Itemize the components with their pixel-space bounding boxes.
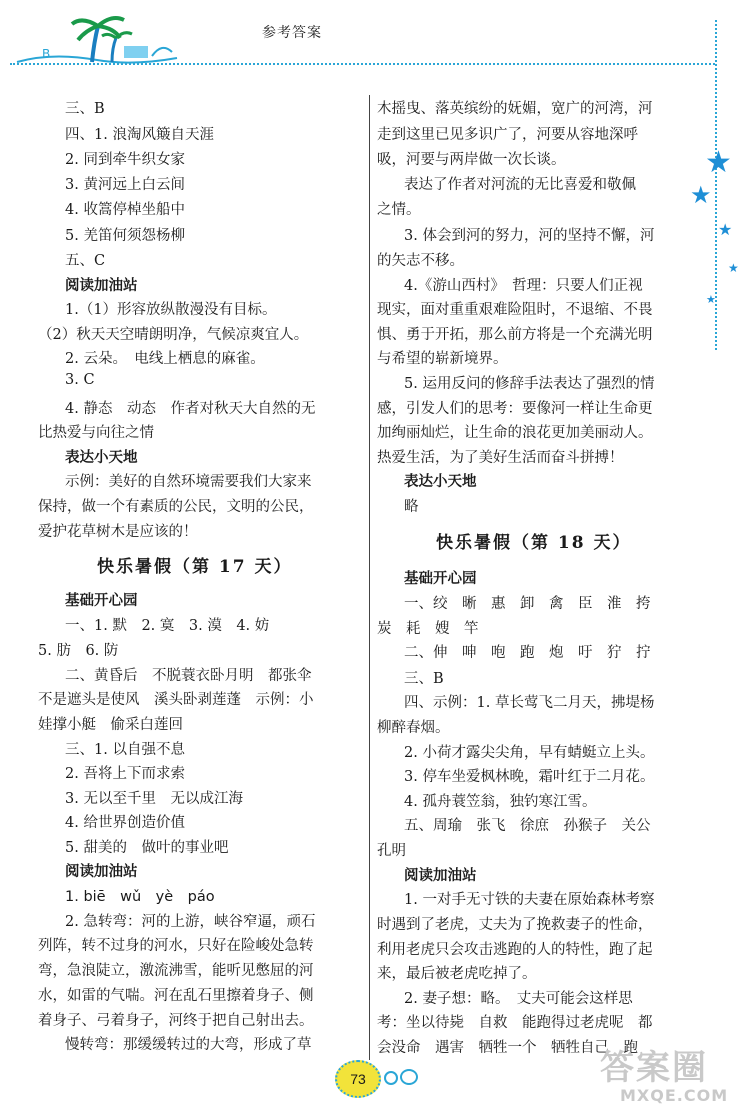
answer-line: 水，如雷的气喘。河在乱石里擦着身子、侧	[38, 988, 314, 1004]
answer-line: 孔明	[377, 843, 406, 859]
answer-line: 3. 体会到河的努力，河的坚持不懈，河	[404, 228, 655, 244]
answer-line: 吸，河要与两岸做一次长谈。	[377, 152, 566, 168]
answer-line: 利用老虎只会攻击逃跑的人的特性，跑了起	[377, 942, 653, 958]
answer-line: 比热爱与向往之情	[38, 425, 154, 441]
star-icon: ★	[705, 145, 732, 180]
answer-line: 表达了作者对河流的无比喜爱和敬佩	[404, 177, 636, 193]
bubble-icon	[400, 1069, 418, 1085]
answer-line: 保持，做一个有素质的公民，文明的公民，	[38, 499, 314, 515]
answer-line: 弯，急浪陡立，激流沸雪，能听见憋屈的河	[38, 963, 314, 979]
answer-line: 3. C	[65, 372, 95, 388]
answer-line: 4. 静态 动态 作者对秋天大自然的无	[65, 401, 316, 417]
subsection-label: 基础开心园	[404, 570, 477, 587]
answer-line: 略	[404, 499, 419, 515]
star-icon: ★	[690, 181, 712, 209]
answer-line: 5. 羌笛何须怨杨柳	[65, 228, 185, 244]
answer-line: 热爱生活，为了美好生活而奋斗拼搏！	[377, 450, 624, 466]
answer-line: 4.《游山西村》 哲理：只要人们正视	[404, 278, 643, 294]
answer-line: 柳醉春烟。	[377, 720, 450, 736]
answer-line: 5. 甜美的 做叶的事业吧	[65, 840, 229, 856]
answer-line: 5. 肪 6. 防	[38, 643, 119, 659]
answer-line: 来，最后被老虎吃掉了。	[377, 966, 537, 982]
header-title: 参考答案	[262, 25, 322, 41]
answer-line: 1. 一对手无寸铁的夫妻在原始森林考察	[404, 892, 655, 908]
answer-line: 1. biē wǔ yè páo	[65, 889, 215, 905]
star-icon: ★	[718, 220, 733, 239]
answer-line: 一、绞 晰 惠 卸 禽 臣 淮 挎	[404, 596, 651, 612]
answer-line: 2. 急转弯：河的上游，峡谷窄逼，顽石	[65, 914, 316, 930]
answer-line: 会没命 遇害 牺牲一个 牺牲自己 跑	[377, 1040, 638, 1056]
answer-line: 2. 吾将上下而求索	[65, 766, 185, 782]
answer-line: 4. 给世界创造价值	[65, 815, 185, 831]
answer-line: 四、示例：1. 草长莺飞二月天，拂堤杨	[404, 695, 655, 711]
answer-line: 时遇到了老虎，丈夫为了挽救妻子的性命，	[377, 917, 653, 933]
star-icon: ★	[706, 293, 716, 306]
answer-line: 示例：美好的自然环境需要我们大家来	[65, 474, 312, 490]
answer-line: 2. 同到牵牛织女家	[65, 152, 185, 168]
answer-line: 走到这里已见多识广了，河要从容地深呼	[377, 127, 638, 143]
answer-line: 与希望的崭新境界。	[377, 351, 508, 367]
watermark: 答案圈 MXQE.COM	[600, 1048, 729, 1105]
answer-line: 二、伸 呻 咆 跑 炮 吁 狞 拧	[404, 645, 651, 661]
answer-line: 五、周瑜 张飞 徐庶 孙猴子 关公	[404, 818, 651, 834]
answer-line: 现实，面对重重艰难险阻时，不退缩、不畏	[377, 302, 653, 318]
answer-line: 考：坐以待毙 自救 能跑得过老虎呢 都	[377, 1015, 653, 1031]
column-divider	[369, 95, 370, 1060]
bubble-icon	[384, 1071, 398, 1085]
palm-tree-logo-icon	[12, 12, 182, 70]
header-dotted-rule	[10, 63, 715, 65]
answer-line: 2. 妻子想：略。 丈夫可能会这样思	[404, 991, 633, 1007]
answer-line: 感，引发人们的思考：要像河一样让生命更	[377, 401, 653, 417]
answer-line: 2. 云朵。 电线上栖息的麻雀。	[65, 351, 265, 367]
answer-line: 1.（1）形容放纵散漫没有目标。	[65, 302, 277, 318]
answer-line: 三、1. 以自强不息	[65, 742, 185, 758]
answer-line: （2）秋天天空晴朗明净，气候凉爽宜人。	[38, 327, 309, 343]
answer-line: 惧、勇于开拓，那么前方将是一个充满光明	[377, 327, 653, 343]
section-heading: 快乐暑假（第 17 天）	[97, 557, 293, 577]
answer-line: 不是遮头是使风 溪头卧剥莲蓬 示例：小	[38, 692, 314, 708]
answer-line: 木摇曳、落英缤纷的妩媚，宽广的河湾，河	[377, 101, 653, 117]
subsection-label: 阅读加油站	[65, 863, 138, 880]
answer-line: 着身子、弓着身子，河终于把自己射出去。	[38, 1013, 314, 1029]
page-number: 73	[335, 1060, 381, 1098]
subsection-label: 基础开心园	[65, 592, 138, 609]
answer-line: 三、B	[404, 671, 444, 687]
answer-line: 炭 耗 嫂 竿	[377, 621, 479, 637]
answer-line: 之情。	[377, 202, 421, 218]
answer-line: 的矢志不移。	[377, 253, 464, 269]
answer-line: 四、1. 浪淘风簸自天涯	[65, 127, 214, 143]
answer-line: 5. 运用反问的修辞手法表达了强烈的情	[404, 376, 655, 392]
answer-line: 慢转弯：那缓缓转过的大弯，形成了草	[65, 1037, 312, 1053]
answer-line: 3. 黄河远上白云间	[65, 177, 185, 193]
answer-line: 加绚丽灿烂，让生命的浪花更加美丽动人。	[377, 425, 653, 441]
subsection-label: 阅读加油站	[404, 867, 477, 884]
section-heading: 快乐暑假（第 18 天）	[436, 533, 632, 553]
answer-line: 2. 小荷才露尖尖角，早有蜻蜓立上头。	[404, 745, 655, 761]
answer-line: 娃撑小艇 偷采白莲回	[38, 717, 183, 733]
answer-line: 五、C	[65, 253, 106, 269]
answer-line: 三、B	[65, 101, 105, 117]
answer-line: 列阵，转不过身的河水，只好在险峻处急转	[38, 938, 314, 954]
answer-line: 3. 停车坐爱枫林晚，霜叶红于二月花。	[404, 769, 655, 785]
answer-line: 4. 收篙停棹坐船中	[65, 202, 185, 218]
answer-line: 二、黄昏后 不脱蓑衣卧月明 都张伞	[65, 668, 312, 684]
answer-line: 一、1. 默 2. 寞 3. 漠 4. 妨	[65, 618, 270, 634]
subsection-label: 阅读加油站	[65, 277, 138, 294]
svg-text:B: B	[42, 47, 51, 61]
subsection-label: 表达小天地	[404, 473, 477, 490]
answer-line: 3. 无以至千里 无以成江海	[65, 791, 243, 807]
answer-line: 爱护花草树木是应该的！	[38, 524, 198, 540]
subsection-label: 表达小天地	[65, 449, 138, 466]
star-icon: ★	[728, 261, 739, 275]
answer-line: 4. 孤舟蓑笠翁，独钓寒江雪。	[404, 794, 597, 810]
